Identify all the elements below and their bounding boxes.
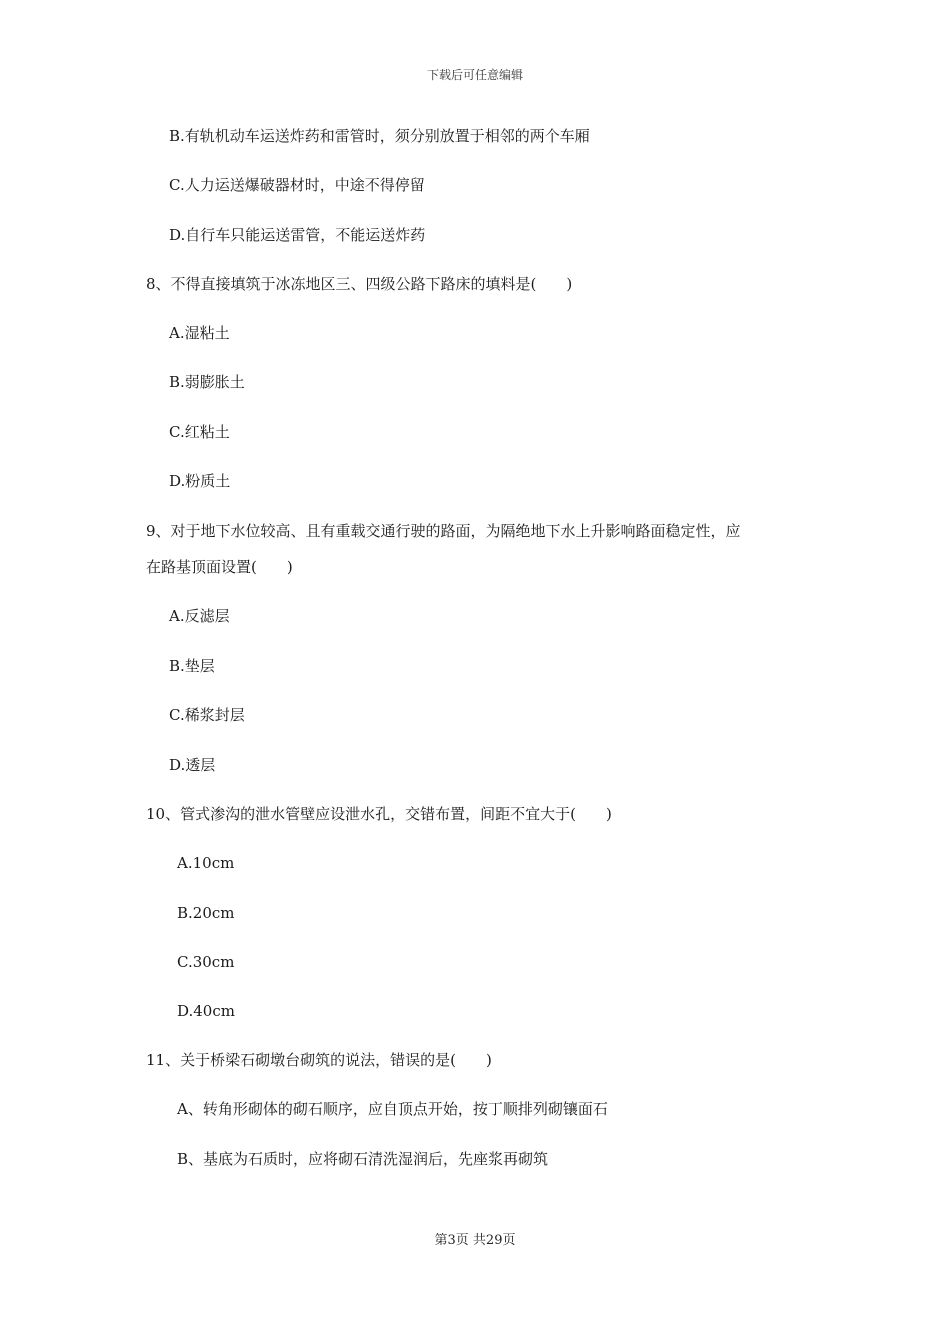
option-7d: D.自行车只能运送雷管，不能运送炸药 xyxy=(169,226,426,244)
option-9c: C.稀浆封层 xyxy=(169,706,245,724)
question-11: 11、关于桥梁石砌墩台砌筑的说法，错误的是( ) xyxy=(146,1051,492,1069)
option-8c: C.红粘土 xyxy=(169,423,230,441)
option-7b: B.有轨机动车运送炸药和雷管时，须分别放置于相邻的两个车厢 xyxy=(169,127,590,145)
option-9d: D.透层 xyxy=(169,756,216,774)
option-10a: A.10cm xyxy=(177,854,235,872)
option-8d: D.粉质土 xyxy=(169,472,231,490)
question-8: 8、不得直接填筑于冰冻地区三、四级公路下路床的填料是( ) xyxy=(146,275,573,293)
page-footer: 第3页 共29页 xyxy=(434,1233,516,1248)
option-11b: B、基底为石质时，应将砌石清洗湿润后，先座浆再砌筑 xyxy=(177,1150,549,1168)
question-9-line2: 在路基顶面设置( ) xyxy=(146,558,293,576)
page-header: 下载后可任意编辑 xyxy=(426,68,523,82)
option-10c: C.30cm xyxy=(177,953,235,971)
option-8b: B.弱膨胀土 xyxy=(169,373,245,391)
option-7c: C.人力运送爆破器材时，中途不得停留 xyxy=(169,176,425,194)
question-10: 10、管式渗沟的泄水管壁应设泄水孔，交错布置，间距不宜大于( ) xyxy=(146,805,612,823)
option-10b: B.20cm xyxy=(177,904,235,922)
option-11a: A、转角形砌体的砌石顺序，应自顶点开始，按丁顺排列砌镶面石 xyxy=(177,1100,608,1118)
option-9b: B.垫层 xyxy=(169,657,215,675)
option-10d: D.40cm xyxy=(177,1002,235,1020)
option-8a: A.湿粘土 xyxy=(169,324,230,342)
question-9-line1: 9、对于地下水位较高、且有重载交通行驶的路面，为隔绝地下水上升影响路面稳定性，应 xyxy=(146,522,741,540)
option-9a: A.反滤层 xyxy=(169,607,230,625)
